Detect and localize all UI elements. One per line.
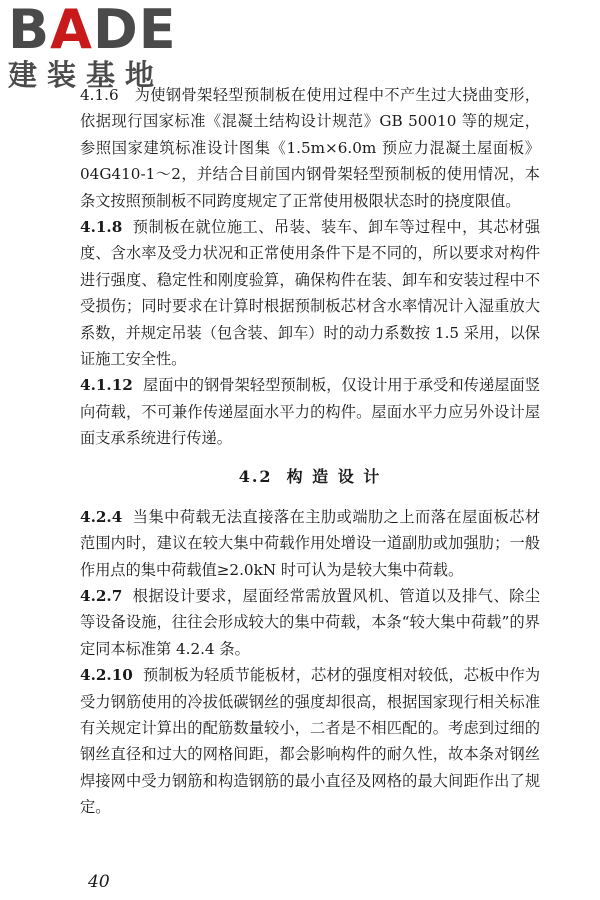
clause-number: 4.1.12 [80, 376, 133, 395]
clause-text: 当集中荷载无法直接落在主肋或端肋之上而落在屋面板芯材范围内时，建议在较大集中荷载作用处增设一道副肋或加强肋；一般作用点的集中荷载值≥2.0kN 时可认为是较大集中荷载。 [80, 507, 540, 579]
section-heading [80, 464, 540, 490]
document-body [80, 82, 540, 821]
logo-wordmark [8, 0, 177, 61]
clause-number: 4.1.8 [80, 218, 123, 237]
clause-text: 预制板在就位施工、吊装、装车、卸车等过程中，其芯材强度、含水率及受力状况和正常使用条件下是不同的，所以要求对构件进行强度、稳定性和刚度验算，确保构件在装、卸车和安装过程中不受损伤；同时要求在计算时根据预制板芯材含水率情况计入湿重放大系数，并规定吊装（包含装、卸车）时的动力系数按 1.5 采用，以保证施工安全性。 [80, 218, 540, 369]
clause-4-1-6: 4.1.6 为使钢骨架轻型预制板在使用过程中不产生过大挠曲变形，依据现行国家标准《混凝土结构设计规范》GB 50010 等的规定，参照国家建筑标准设计图集《1.5m×6.0m 预应力混凝土屋面板》04G410-1～2，并结合目前国内钢骨架轻型预制板的使用情况，本条文按照预制板不同跨度规定了正常使用极限状态时的挠度限值。 [80, 86, 540, 210]
clause-text: 预制板为轻质节能板材，芯材的强度相对较低，芯板中作为受力钢筋使用的冷拔低碳钢丝的强度却很高，根据国家现行相关标准有关规定计算出的配筋数量较小，二者是不相匹配的。考虑到过细的钢丝直径和过大的网格间距，都会影响构件的耐久性，故本条对钢丝焊接网中受力钢筋和构造钢筋的最小直径及网格的最大间距作出了规定。 [80, 666, 540, 817]
logo-letter-a: A [50, 0, 93, 61]
section-number: 4.2 [238, 466, 273, 486]
clause-4-2-10 [80, 662, 540, 820]
clause-4-1-8 [80, 214, 540, 372]
clause-4-2-7 [80, 583, 540, 662]
clause-4-2-4 [80, 504, 540, 583]
logo-letters-de: DE [92, 0, 177, 61]
clause-text: 屋面中的钢骨架轻型预制板，仅设计用于承受和传递屋面竖向荷载，不可兼作传递屋面水平力的构件。屋面水平力应另外设计屋面支承系统进行传递。 [80, 376, 540, 448]
section-title: 构 造 设 计 [286, 466, 382, 486]
clause-text: 根据设计要求，屋面经常需放置风机、管道以及排气、除尘等设备设施，往往会形成较大的集中荷载，本条“较大集中荷载”的界定同本标准第 4.2.4 条。 [80, 586, 540, 658]
clause-4-1-12 [80, 372, 540, 451]
page-number: 40 [88, 872, 110, 892]
clause-number: 4.2.10 [80, 666, 133, 685]
clause-number: 4.2.4 [80, 507, 123, 526]
bade-logo [8, 0, 177, 92]
clause-number: 4.2.7 [80, 586, 123, 605]
logo-subtitle: 建装基地 [8, 58, 165, 92]
logo-letter-b: B [8, 0, 51, 61]
